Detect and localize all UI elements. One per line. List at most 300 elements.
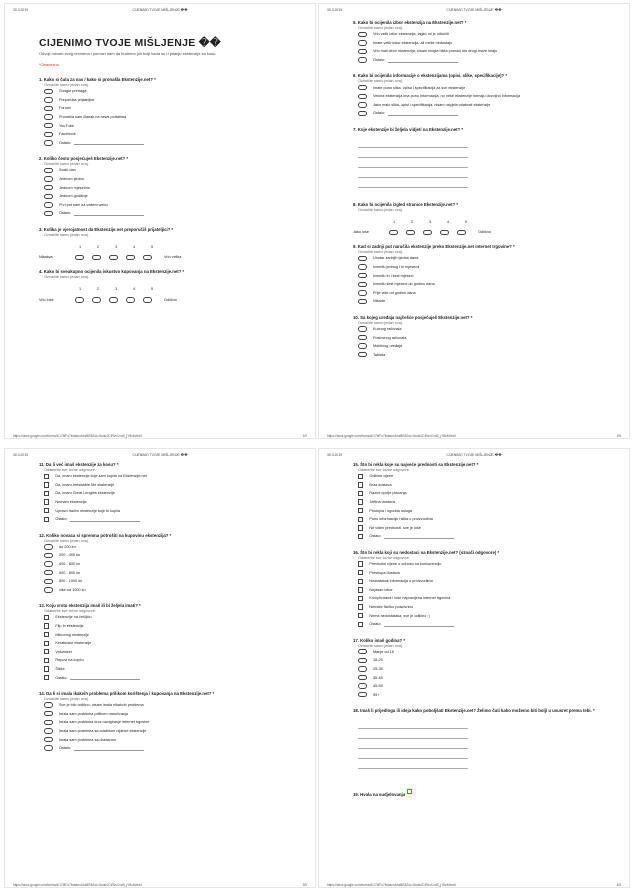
radio-option[interactable] [358, 92, 611, 101]
checkbox[interactable] [358, 517, 363, 522]
option-label: Vrlo mali izbor ekstenzija, nisam mogla nikta pronaći što drugi može imaju [373, 49, 498, 54]
other-option[interactable] [358, 532, 611, 541]
option-label: Nikada [373, 299, 385, 304]
checkbox-option[interactable] [44, 506, 297, 515]
other-option[interactable] [358, 620, 611, 629]
radio-button[interactable] [358, 282, 367, 287]
checkbox-option[interactable] [44, 648, 297, 657]
question-title: 8. Kako bi ocijenila izgled stranice Ekstenzije.net? * [353, 201, 459, 207]
checkbox[interactable] [358, 596, 363, 601]
other-option[interactable] [44, 209, 297, 218]
radio-option[interactable] [358, 39, 611, 48]
option-label: Nedostatak informacija o proizvodima [369, 579, 433, 584]
scale-numbers [385, 220, 611, 224]
radio-option[interactable] [358, 342, 611, 351]
checkbox-option[interactable] [358, 568, 611, 577]
scale-radio[interactable] [423, 230, 432, 235]
radio-button[interactable] [44, 745, 53, 750]
other-input[interactable] [74, 746, 144, 751]
scale-radio[interactable] [75, 255, 84, 260]
checkbox[interactable] [358, 622, 363, 627]
radio-option[interactable] [44, 87, 297, 96]
form-title: CIJENIMO TVOJE MIŠLJENJE �� [39, 37, 221, 49]
option-label: Razne opcije plaćanja [369, 491, 407, 496]
checkbox[interactable] [44, 508, 49, 513]
page-number: 1/5 [302, 434, 307, 438]
radio-option[interactable] [358, 280, 611, 289]
question-13 [39, 603, 297, 682]
checkbox[interactable] [44, 474, 49, 479]
radio-option[interactable] [44, 166, 297, 175]
radio-option[interactable] [358, 47, 611, 56]
checkbox-option[interactable] [44, 489, 297, 498]
scale-number: 5 [150, 244, 154, 249]
checkbox-option[interactable] [358, 524, 611, 533]
option-label: Ostalo: [373, 111, 386, 116]
radio-button[interactable] [358, 692, 367, 697]
scale-number: 1 [78, 244, 82, 249]
radio-button[interactable] [44, 587, 53, 592]
checkbox-option[interactable] [44, 630, 297, 639]
checkbox-option[interactable] [44, 481, 297, 490]
radio-button[interactable] [44, 728, 53, 733]
option-label: Nemate fizičku poslovnicu [369, 605, 414, 610]
radio-button[interactable] [44, 711, 53, 716]
question-title: 15. Što bi rekla koje su najveće prednosti sa Ekstenzije.net? * [353, 462, 479, 467]
checkbox-option[interactable] [358, 515, 611, 524]
option-label: Imala sam problema prilikom naručivanja [59, 711, 129, 716]
other-option[interactable] [44, 744, 297, 753]
other-input[interactable] [74, 211, 144, 216]
scale-number: 3 [428, 219, 432, 224]
question-hint: Označite samo jedan ovaj. [358, 320, 403, 325]
checkbox[interactable] [44, 632, 49, 637]
checkbox[interactable] [44, 499, 49, 504]
question-11 [39, 462, 297, 524]
radio-button[interactable] [44, 553, 53, 558]
radio-button[interactable] [44, 123, 53, 128]
radio-option[interactable] [44, 543, 297, 552]
footer-url[interactable]: https://docs.google.com/forms/d/17MFo7lwbanxA4sBR8ZsLrJkulwJCIRvvCvcB_jYBcM/edit [13, 883, 142, 887]
question-16 [353, 550, 611, 629]
radio-button[interactable] [44, 114, 53, 119]
checkbox[interactable] [358, 604, 363, 609]
question-hint: Označite samo jedan ovaj. [44, 162, 89, 167]
option-label: Ostalo: [59, 140, 72, 145]
radio-button[interactable] [44, 140, 53, 145]
radio-button[interactable] [358, 57, 367, 62]
scale-radio[interactable] [75, 297, 84, 302]
checkbox[interactable] [358, 570, 363, 575]
question-7 [353, 127, 611, 188]
other-input[interactable] [384, 534, 454, 539]
question-hint: Označite samo jedan ovaj. [358, 26, 403, 30]
checkbox-option[interactable] [358, 489, 611, 498]
header-title: CIJENIMO TVOJE MIŠLJENJE �� [132, 453, 188, 457]
radio-button[interactable] [358, 264, 367, 269]
other-option[interactable] [358, 109, 611, 118]
question-title: 19. Hvala na sudjelovanju [353, 792, 406, 798]
footer-url[interactable]: https://docs.google.com/forms/d/17MFo7lwbanxA4sBR8ZsLrJkulwJCIRvvCvcB_jYBcM/edit [327, 434, 456, 438]
checkbox[interactable] [358, 587, 363, 592]
radio-option[interactable] [44, 175, 297, 184]
option-label: Kućnog računala [373, 327, 402, 331]
option-label: Između jednog i tri mjeseca [373, 265, 420, 270]
form-page-1 [4, 3, 316, 439]
scale-radio[interactable] [143, 255, 152, 260]
radio-option[interactable] [358, 333, 611, 342]
checkbox[interactable] [44, 615, 49, 620]
option-label: Svaki dan [59, 168, 76, 173]
option-label: Šiške [55, 666, 65, 671]
checkbox[interactable] [358, 508, 363, 513]
radio-option[interactable] [44, 727, 297, 736]
radio-option[interactable] [358, 350, 611, 359]
radio-option[interactable] [358, 289, 611, 298]
scale-number: 3 [114, 287, 118, 292]
question-title: 14. Da li si imala ikakvih problema prilikom korištenja i kupovanja na Ekstenzije.net? * [39, 690, 215, 696]
radio-option[interactable] [358, 263, 611, 272]
checkbox-option[interactable] [44, 639, 297, 648]
radio-button[interactable] [44, 211, 53, 216]
checkbox-option[interactable] [44, 656, 297, 665]
radio-button[interactable] [358, 352, 367, 357]
radio-option[interactable] [44, 192, 297, 201]
checkbox-option[interactable] [358, 506, 611, 515]
option-label: 55+ [373, 692, 380, 697]
other-input[interactable] [74, 140, 144, 145]
radio-button[interactable] [44, 702, 53, 707]
radio-option[interactable] [358, 30, 611, 39]
radio-option[interactable] [44, 104, 297, 113]
question-15 [353, 462, 611, 541]
radio-button[interactable] [358, 683, 367, 688]
other-option[interactable] [44, 515, 297, 524]
question-title: 12. Koliko novaca si spremna potrošiti na kupovinu ekstenzija? * [39, 532, 172, 538]
radio-option[interactable] [44, 113, 297, 122]
form-page-2 [318, 3, 630, 439]
option-label: Većina ekstenzija ima puno informacija, no neke ekstenzije nemaju dovoljno informacija [373, 94, 521, 99]
radio-button[interactable] [44, 202, 53, 207]
radio-option[interactable] [358, 254, 611, 263]
scale-radio[interactable] [126, 255, 135, 260]
question-hint: Označite samo jedan ovaj. [44, 696, 89, 701]
question-hint: Označite samo jedan ovaj. [358, 79, 403, 84]
checkbox-option[interactable] [44, 498, 297, 507]
option-label: Ostalo: [369, 534, 382, 539]
option-label: Repovi na kopču [55, 658, 84, 663]
question-14 [39, 691, 297, 753]
radio-button[interactable] [44, 176, 53, 181]
option-label: Upravo tražim ekstenzije koje bi kupila [55, 508, 120, 513]
radio-option[interactable] [358, 690, 611, 699]
radio-option[interactable] [44, 96, 297, 105]
checkbox[interactable] [44, 491, 49, 496]
radio-option[interactable] [44, 568, 297, 577]
answer-lines[interactable] [358, 138, 611, 188]
question-4 [39, 269, 297, 302]
checkbox[interactable] [44, 623, 49, 628]
question-19 [353, 783, 611, 801]
radio-button[interactable] [44, 720, 53, 725]
radio-button[interactable] [358, 326, 367, 331]
checkbox[interactable] [44, 666, 49, 671]
question-5 [353, 20, 611, 64]
radio-button[interactable] [358, 273, 367, 278]
option-label: Jeftina dostava [369, 500, 395, 505]
scale-radio[interactable] [406, 230, 415, 235]
radio-option[interactable] [358, 325, 611, 334]
scale-radio[interactable] [389, 230, 398, 235]
question-6 [353, 73, 611, 117]
checkbox-option[interactable] [358, 611, 611, 620]
radio-button[interactable] [358, 256, 367, 261]
question-1 [39, 77, 297, 147]
other-option[interactable] [44, 673, 297, 682]
radio-option[interactable] [358, 101, 611, 110]
checkbox-option[interactable] [358, 577, 611, 586]
radio-option[interactable] [44, 551, 297, 560]
radio-option[interactable] [44, 201, 297, 210]
option-label: Tableta [373, 352, 386, 357]
option-label: Imala sam problema kroz navigiranje internet trgovine [59, 720, 150, 725]
radio-button[interactable] [358, 85, 367, 90]
other-input[interactable] [384, 622, 454, 627]
checkbox[interactable] [358, 499, 363, 504]
scale-number: 2 [96, 287, 100, 292]
checkbox[interactable] [44, 517, 49, 522]
radio-button[interactable] [44, 570, 53, 575]
scale-number: 5 [464, 219, 468, 224]
other-option[interactable] [44, 139, 297, 148]
radio-option[interactable] [44, 718, 297, 727]
checkbox[interactable] [358, 491, 363, 496]
radio-button[interactable] [358, 666, 367, 671]
radio-button[interactable] [44, 737, 53, 742]
checkbox-option[interactable] [358, 498, 611, 507]
other-input[interactable] [388, 111, 458, 116]
question-title: 10. Sa kojeg uređaja najčešće posjećuješ Ekstenzije.net? * [353, 314, 473, 320]
option-label: Da, imam Irresistible Me ekstenzije [55, 482, 115, 487]
option-label: Jednom godišnje [59, 194, 88, 199]
radio-button[interactable] [44, 185, 53, 190]
scale-high-label: Odlično [164, 297, 177, 302]
option-label: Imala sam problema sa odabirom nijanse ekstenzije [59, 728, 147, 733]
question-3 [39, 227, 297, 260]
radio-option[interactable] [358, 673, 611, 682]
header-date: 30.3.2019 [13, 453, 29, 457]
radio-button[interactable] [44, 132, 53, 137]
radio-option[interactable] [358, 271, 611, 280]
checkbox-option[interactable] [358, 472, 611, 481]
header-title: CIJENIMO TVOJE MIŠLJENJE �� [446, 8, 502, 12]
radio-button[interactable] [358, 94, 367, 99]
option-label: Preskupa dostava [369, 570, 400, 575]
scale-number: 1 [78, 287, 82, 292]
option-label: Komplicirana i loše napravljena internet trgovina [369, 596, 451, 601]
radio-option[interactable] [44, 130, 297, 139]
scale-radio[interactable] [457, 230, 466, 235]
radio-option[interactable] [44, 121, 297, 130]
question-18 [353, 708, 611, 769]
form-page-4 [318, 448, 630, 888]
option-label: 35-45 [373, 675, 383, 680]
option-label: Manje od 18 [373, 649, 394, 654]
scale-row [353, 230, 611, 235]
option-label: Nemam ekstenzije [55, 500, 87, 505]
option-label: 25-35 [373, 666, 383, 671]
checkbox[interactable] [358, 482, 363, 487]
scale-radio[interactable] [109, 255, 118, 260]
radio-button[interactable] [358, 335, 367, 340]
option-label: Puno informacija i slika o proizvodima [369, 517, 433, 522]
question-hint: Označite samo jedan ovaj. [44, 275, 89, 280]
option-label: Sve je bilo odlično, nisam imala nikakvih problema [59, 703, 144, 708]
option-label: Forumi [59, 106, 71, 111]
radio-button[interactable] [44, 89, 53, 94]
checkbox-option[interactable] [44, 665, 297, 674]
scale-radio[interactable] [92, 255, 101, 260]
radio-button[interactable] [358, 40, 367, 45]
radio-button[interactable] [358, 343, 367, 348]
checkbox[interactable] [358, 474, 363, 479]
header-date: 30.3.2019 [327, 8, 343, 12]
option-label: 800 - 1000 kn [59, 579, 83, 584]
checkbox-option[interactable] [44, 472, 297, 481]
checkbox[interactable] [358, 613, 363, 618]
scale-low-label: Nikakva [39, 255, 53, 260]
option-label: Flip In ekstenzije [55, 624, 84, 629]
radio-option[interactable] [358, 656, 611, 665]
radio-button[interactable] [358, 299, 367, 304]
radio-button[interactable] [358, 32, 367, 37]
radio-button[interactable] [358, 49, 367, 54]
option-label: Ostalo: [55, 675, 68, 680]
other-input[interactable] [70, 517, 140, 522]
radio-option[interactable] [44, 735, 297, 744]
checkbox-option[interactable] [358, 586, 611, 595]
radio-option[interactable] [44, 586, 297, 595]
scale-row [39, 297, 297, 302]
checkbox[interactable] [358, 579, 363, 584]
scale-radio[interactable] [440, 230, 449, 235]
scale-radio[interactable] [92, 297, 101, 302]
option-label: 400 - 600 kn [59, 562, 81, 567]
footer-url[interactable]: https://docs.google.com/forms/d/17MFo7lwbanxA4sBR8ZsLrJkulwJCIRvvCvcB_jYBcM/edit [13, 434, 142, 438]
radio-option[interactable] [358, 682, 611, 691]
radio-button[interactable] [44, 194, 53, 199]
radio-button[interactable] [358, 290, 367, 295]
question-title: 1. Kako si čula za nas / kako si pronašla Ekstenzije.net? * [39, 77, 156, 82]
option-label: do 200 kn [59, 544, 76, 549]
question-hint: Označite samo jedan ovaj. [358, 250, 403, 255]
radio-button[interactable] [358, 102, 367, 107]
radio-button[interactable] [44, 579, 53, 584]
radio-option[interactable] [44, 701, 297, 710]
checkbox-option[interactable] [44, 622, 297, 631]
radio-option[interactable] [44, 709, 297, 718]
checkbox[interactable] [44, 482, 49, 487]
radio-option[interactable] [44, 577, 297, 586]
option-label: 45-55 [373, 684, 383, 689]
question-hint: Odaberite sve točne odgovore. [358, 555, 410, 560]
option-label: Jako malo slika, opisi i specifikacija, nisam uspjela odabrati ekstenzije [373, 102, 491, 107]
radio-button[interactable] [358, 111, 367, 116]
question-hint: Označite samo jedan ovaj. [44, 538, 89, 543]
checkbox[interactable] [44, 675, 49, 680]
radio-option[interactable] [358, 83, 611, 92]
checkbox-option[interactable] [44, 613, 297, 622]
scale-radio[interactable] [109, 297, 118, 302]
other-input[interactable] [70, 675, 140, 680]
checkbox[interactable] [44, 649, 49, 654]
radio-option[interactable] [358, 648, 611, 657]
checkbox-option[interactable] [358, 481, 611, 490]
page-number: 3/5 [302, 883, 307, 887]
radio-button[interactable] [358, 675, 367, 680]
footer-url[interactable]: https://docs.google.com/forms/d/17MFo7lwbanxA4sBR8ZsLrJkulwJCIRvvCvcB_jYBcM/edit [327, 883, 456, 887]
option-label: Poslovnog računala [373, 335, 407, 340]
option-label: Imate velik izbor ekstenzija, ali meke nedostaju [373, 40, 453, 45]
radio-button[interactable] [44, 544, 53, 549]
radio-option[interactable] [44, 560, 297, 569]
question-2 [39, 156, 297, 218]
other-input[interactable] [388, 58, 458, 63]
option-label: Ne vidim prednosti, sve je loše [369, 525, 421, 530]
checkbox[interactable] [358, 525, 363, 530]
radio-button[interactable] [44, 97, 53, 102]
option-label: Unutar zadnjih tjedan dana [373, 256, 419, 261]
scale-low-label: Jako loše [353, 230, 370, 235]
radio-button[interactable] [44, 561, 53, 566]
scale-radio[interactable] [143, 297, 152, 302]
radio-button[interactable] [44, 106, 53, 111]
question-title: 11. Da li već imaš ekstenzije za kosu? * [39, 462, 119, 467]
form-description: Odvoji minutu svog vremena i pomozi nam da budemo još bolji kada su u pitanju ekstenzije za kosu. [39, 51, 217, 56]
checkbox[interactable] [44, 641, 49, 646]
scale-number: 2 [410, 219, 414, 224]
option-label: Jednom mjesečno [59, 185, 90, 190]
option-label: Imala sam problema sa dostavom [59, 737, 116, 742]
radio-button[interactable] [44, 168, 53, 173]
scale-radio[interactable] [126, 297, 135, 302]
other-option[interactable] [358, 56, 611, 65]
checkbox[interactable] [358, 561, 363, 566]
option-label: Previsoke cijene u odnosu na konkurenciju [369, 562, 442, 567]
radio-button[interactable] [358, 649, 367, 654]
page-number: 2/5 [616, 434, 621, 438]
option-label: Ostalo: [55, 517, 68, 522]
question-title: 4. Kako bi sveukupno ocijenila iskustvo kupovanja na Ekstenzije.net? * [39, 269, 185, 275]
option-label: Ostalo: [59, 746, 72, 751]
option-label: Google pretraga [59, 89, 87, 94]
checkbox-option[interactable] [358, 560, 611, 569]
question-title: 5. Kako bi ocijenila izbor ekstenzija na Ekstenzije.net? * [353, 20, 467, 25]
option-label: Između šest mjeseci do godinu dana [373, 282, 435, 287]
option-label: Keratinske ekstenzije [55, 641, 92, 646]
answer-lines[interactable] [358, 719, 611, 769]
radio-button[interactable] [358, 658, 367, 663]
radio-option[interactable] [358, 665, 611, 674]
scale-high-label: Vrlo velika [164, 255, 182, 260]
checkbox-option[interactable] [358, 594, 611, 603]
radio-option[interactable] [358, 297, 611, 306]
checkbox[interactable] [358, 534, 363, 539]
checkbox[interactable] [44, 658, 49, 663]
question-hint: Odaberite sve točne odgovore. [358, 468, 410, 472]
radio-option[interactable] [44, 183, 297, 192]
checkbox-option[interactable] [358, 603, 611, 612]
